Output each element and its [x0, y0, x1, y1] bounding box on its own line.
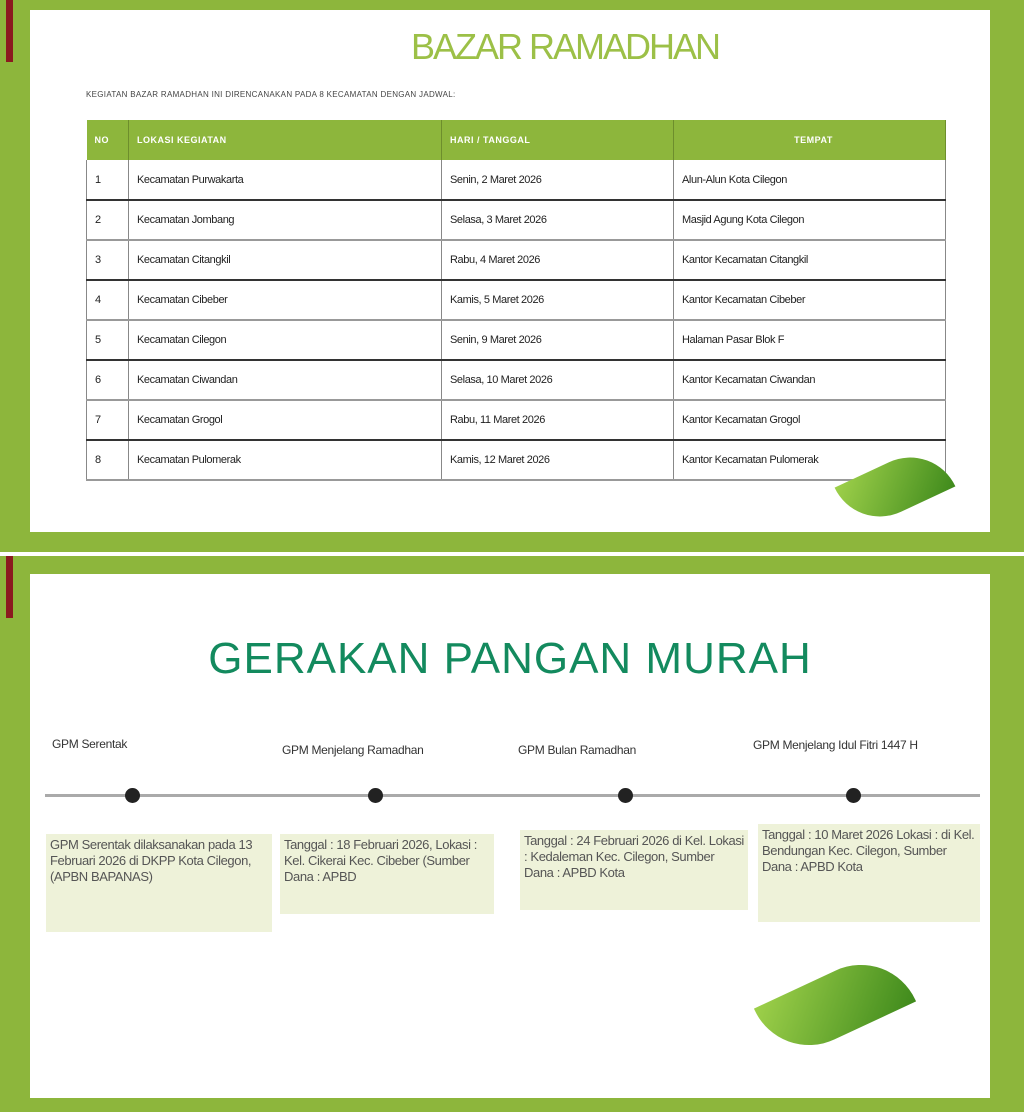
table-row [87, 440, 946, 480]
cell-tempat: Masjid Agung Kota Cilegon [674, 200, 946, 240]
event-detail: Tanggal : 10 Maret 2026 Lokasi : di Kel. Bendungan Kec. Cilegon, Sumber Dana : APBD Kota [758, 824, 980, 922]
slide-subtitle: KEGIATAN BAZAR RAMADHAN INI DIRENCANAKAN PADA 8 KECAMATAN DENGAN JADWAL: [86, 90, 456, 99]
event-label: GPM Serentak [52, 737, 128, 751]
leaf-image [754, 945, 916, 1065]
table-row [87, 160, 946, 200]
cell-no: 8 [87, 440, 129, 480]
cell-lokasi: Kecamatan Pulomerak [129, 440, 442, 480]
cell-lokasi: Kecamatan Citangkil [129, 240, 442, 280]
cell-lokasi: Kecamatan Cibeber [129, 280, 442, 320]
event-label: GPM Menjelang Idul Fitri 1447 H [753, 738, 918, 752]
cell-lokasi: Kecamatan Grogol [129, 400, 442, 440]
table-row [87, 200, 946, 240]
timeline-dot [846, 788, 861, 803]
cell-tanggal: Rabu, 4 Maret 2026 [442, 240, 674, 280]
header-tempat: TEMPAT [674, 120, 946, 160]
cell-no: 6 [87, 360, 129, 400]
cell-no: 7 [87, 400, 129, 440]
cell-tempat: Halaman Pasar Blok F [674, 320, 946, 360]
cell-tempat: Kantor Kecamatan Pulomerak [674, 440, 946, 480]
event-label: GPM Bulan Ramadhan [518, 743, 636, 757]
slide-title: BAZAR RAMADHAN [410, 26, 720, 67]
timeline-dot [368, 788, 383, 803]
event-detail: Tanggal : 18 Februari 2026, Lokasi : Kel. Cikerai Kec. Cibeber (Sumber Dana : APBD [280, 834, 494, 914]
cell-no: 3 [87, 240, 129, 280]
table-row [87, 360, 946, 400]
cell-tempat: Kantor Kecamatan Cibeber [674, 280, 946, 320]
cell-tempat: Kantor Kecamatan Citangkil [674, 240, 946, 280]
accent-bar [6, 556, 13, 618]
slide-bazar-ramadhan [0, 0, 1024, 552]
cell-lokasi: Kecamatan Ciwandan [129, 360, 442, 400]
cell-tanggal: Selasa, 10 Maret 2026 [442, 360, 674, 400]
event-detail: GPM Serentak dilaksanakan pada 13 Februari 2026 di DKPP Kota Cilegon, (APBN BAPANAS) [46, 834, 272, 932]
cell-lokasi: Kecamatan Cilegon [129, 320, 442, 360]
header-lokasi: LOKASI KEGIATAN [129, 120, 442, 160]
cell-tempat: Kantor Kecamatan Grogol [674, 400, 946, 440]
cell-no: 4 [87, 280, 129, 320]
table-row [87, 280, 946, 320]
header-tanggal: HARI / TANGGAL [442, 120, 674, 160]
accent-bar [6, 0, 13, 62]
table-row [87, 240, 946, 280]
slide-title: GERAKAN PANGAN MURAH [208, 634, 812, 683]
cell-tanggal: Kamis, 5 Maret 2026 [442, 280, 674, 320]
cell-tanggal: Selasa, 3 Maret 2026 [442, 200, 674, 240]
schedule-table [86, 120, 946, 481]
cell-no: 2 [87, 200, 129, 240]
cell-tanggal: Kamis, 12 Maret 2026 [442, 440, 674, 480]
event-label: GPM Menjelang Ramadhan [282, 743, 424, 757]
slide-gerakan-pangan-murah [0, 556, 1024, 1112]
timeline-dot [125, 788, 140, 803]
cell-tanggal: Senin, 9 Maret 2026 [442, 320, 674, 360]
cell-no: 5 [87, 320, 129, 360]
table-row [87, 400, 946, 440]
event-detail: Tanggal : 24 Februari 2026 di Kel. Lokasi : Kedaleman Kec. Cilegon, Sumber Dana : APBD Kota [520, 830, 748, 910]
timeline-dot [618, 788, 633, 803]
cell-tempat: Kantor Kecamatan Ciwandan [674, 360, 946, 400]
cell-lokasi: Kecamatan Jombang [129, 200, 442, 240]
table-row [87, 320, 946, 360]
header-no: NO [87, 120, 129, 160]
cell-tanggal: Senin, 2 Maret 2026 [442, 160, 674, 200]
cell-no: 1 [87, 160, 129, 200]
timeline-line [45, 794, 980, 797]
cell-tanggal: Rabu, 11 Maret 2026 [442, 400, 674, 440]
cell-tempat: Alun-Alun Kota Cilegon [674, 160, 946, 200]
cell-lokasi: Kecamatan Purwakarta [129, 160, 442, 200]
